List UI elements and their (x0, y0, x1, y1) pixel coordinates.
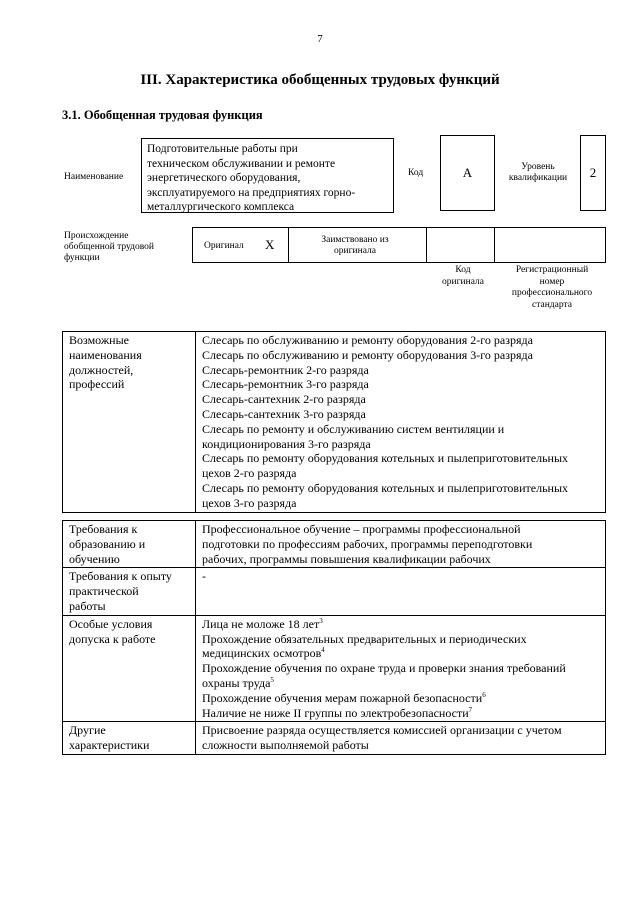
section-heading: III. Характеристика обобщенных трудовых функций (140, 72, 500, 88)
code-value: A (462, 165, 473, 180)
table-row (63, 332, 606, 513)
experience-label-line: практической (69, 584, 139, 599)
footnote-ref: 7 (468, 705, 473, 714)
origin-label-line: Происхождение (64, 231, 129, 241)
level-label-line: Уровень (521, 162, 555, 172)
footnote-ref: 4 (321, 646, 325, 655)
other-label-line: характеристики (69, 738, 150, 753)
name-label: Наименование (64, 172, 124, 182)
caption-line: профессионального (511, 288, 593, 298)
origin-divider (192, 228, 193, 262)
position-item: Слесарь-ремонтник 2-го разряда (202, 362, 369, 377)
level-value-box (580, 135, 606, 211)
borrowed-label-line: оригинала (334, 246, 376, 256)
other-value-line: сложности выполняемой работы (202, 738, 369, 753)
position-item: кондиционирования 3-го разряда (202, 436, 371, 451)
function-name-line: энергетического оборудования, (147, 172, 301, 184)
level-label (500, 162, 576, 184)
function-name-line: металлургического комплекса (147, 201, 295, 213)
caption-line: стандарта (532, 299, 572, 310)
special-line: Наличие не ниже II группы по электробезопасности$^7$ (202, 705, 473, 720)
caption-line: оригинала (442, 276, 484, 287)
education-label-line: обучению (69, 551, 120, 566)
special-label-line: Особые условия (69, 616, 153, 631)
original-label: Оригинал (204, 241, 244, 251)
position-item: Слесарь-ремонтник 3-го разряда (202, 377, 369, 392)
education-value-line: рабочих, программы повышения квалификации рабочих (202, 551, 491, 566)
code-label: Код (408, 168, 424, 178)
experience-label-line: работы (69, 598, 106, 613)
positions-table (62, 331, 606, 513)
special-line: Лица не моложе 18 лет$^3$ (202, 616, 323, 631)
education-value-line: подготовки по профессиям рабочих, программы переподготовки (202, 536, 533, 551)
function-name-line: техническом обслуживании и ремонте (147, 157, 336, 170)
position-item: Слесарь по ремонту оборудования котельных и пылеприготовительных (202, 480, 569, 495)
origin-label (64, 231, 154, 264)
code-original-caption (430, 265, 496, 288)
origin-label-line: функции (64, 253, 100, 263)
special-line: медицинских осмотров$^4$ (202, 646, 325, 661)
origin-divider (605, 228, 606, 262)
education-value-line: Профессиональное обучение – программы профессиональной (202, 522, 521, 536)
origin-table (192, 227, 606, 263)
special-line: Прохождение обучения по охране труда и проверки знания требований (202, 661, 566, 676)
position-item: Слесарь-сантехник 3-го разряда (202, 406, 366, 421)
table-row (63, 568, 606, 615)
origin-divider (288, 228, 289, 262)
position-item: Слесарь по ремонту и обслуживанию систем вентиляции и (202, 421, 505, 436)
position-item: цехов 2-го разряда (202, 466, 297, 481)
subsection-heading: 3.1. Обобщенная трудовая функция (62, 108, 263, 122)
function-name-line: эксплуатируемого на предприятиях горно- (147, 186, 356, 199)
caption-line: Код (455, 265, 471, 275)
education-label-line: Требования к (69, 522, 138, 536)
positions-label-line: профессий (69, 377, 125, 392)
table-row (63, 615, 606, 722)
footnote-ref: 3 (319, 616, 323, 625)
special-label-cell (63, 615, 196, 722)
footnote-ref: 6 (482, 690, 486, 699)
position-item: цехов 3-го разряда (202, 495, 297, 510)
position-item: Слесарь по ремонту оборудования котельных и пылеприготовительных (202, 451, 569, 466)
education-label-line: образованию и (69, 536, 146, 551)
position-item: Слесарь по обслуживанию и ремонту оборудования 3-го разряда (202, 347, 533, 362)
caption-line: номер (539, 276, 565, 287)
special-label-line: допуска к работе (69, 631, 156, 646)
positions-list-cell (196, 332, 606, 513)
footnote-ref: 5 (270, 675, 274, 684)
function-name-box (141, 138, 394, 213)
table-row (63, 722, 606, 755)
borrowed-label-line: Заимствовано из (321, 235, 389, 245)
original-mark: X (265, 237, 275, 252)
special-line: Прохождение обязательных предварительных и периодических (202, 631, 527, 646)
experience-label-line: Требования к опыту (69, 569, 172, 584)
table-row (63, 521, 606, 568)
page-number: 7 (317, 33, 323, 45)
other-label-line: Другие (69, 723, 106, 738)
level-value: 2 (589, 165, 597, 180)
reg-number-caption (500, 265, 604, 311)
education-value-cell (196, 521, 606, 568)
origin-divider (494, 228, 495, 262)
special-value-cell (196, 615, 606, 722)
experience-value-cell: - (196, 568, 606, 615)
requirements-table (62, 520, 606, 755)
positions-label-line: Возможные (69, 333, 129, 347)
experience-label-cell (63, 568, 196, 615)
origin-divider (426, 228, 427, 262)
function-name-line: Подготовительные работы при (147, 143, 298, 155)
position-item: Слесарь-сантехник 2-го разряда (202, 392, 366, 407)
caption-line: Регистрационный (515, 265, 589, 275)
position-item: Слесарь по обслуживанию и ремонту оборудования 2-го разряда (202, 333, 533, 347)
positions-label-cell (63, 332, 196, 513)
special-line: охраны труда$^5$ (202, 675, 274, 690)
borrowed-label (292, 235, 418, 257)
level-label-line: квалификации (508, 173, 568, 183)
other-label-cell (63, 722, 196, 755)
other-value-line: Присвоение разряда осуществляется комиссией организации с учетом (202, 723, 562, 738)
positions-label-line: наименования (69, 347, 142, 362)
other-value-cell (196, 722, 606, 755)
special-line: Прохождение обучения мерам пожарной безопасности$^6$ (202, 690, 486, 705)
code-value-box (440, 135, 495, 211)
positions-label-line: должностей, (69, 362, 134, 377)
education-label-cell (63, 521, 196, 568)
origin-label-line: обобщенной трудовой (64, 242, 154, 252)
